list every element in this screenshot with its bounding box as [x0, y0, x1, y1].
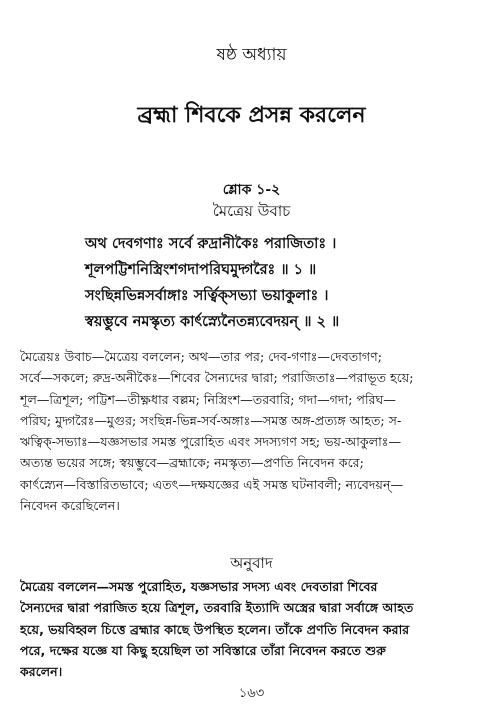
verse-line: অথ দেবগণাঃ সর্বে রুদ্রানীকৈঃ পরাজিতাঃ । [85, 236, 337, 252]
synonyms-line: শূল—ত্রিশূল; পট্টিশ—তীক্ষ্ণধার বল্লম; নিস্ত্রিংশ—তরবারি; গদা—গদা; পরিঘ— [20, 391, 396, 407]
translation-line: পরে, দক্ষের যজ্ঞে যা কিছু হয়েছিল তা সবিস্তারে তাঁরা নিবেদন করতে শুরু [20, 642, 386, 658]
verse-line: শূলপট্টিশনিস্ত্রিংশগদাপরিঘমুদ্গরৈঃ ॥ ১ ॥ [85, 262, 317, 278]
synonyms-line: অত্যন্ত ভয়ের সঙ্গে; স্বয়ম্ভুবে—ব্রহ্মাকে; নমস্কৃত্য—প্রণতি নিবেদন করে; [20, 455, 364, 471]
translation-block [20, 576, 486, 682]
synonyms-line: ঋত্বিক্‌-সভ্যাঃ—যজ্ঞসভার সমস্ত পুরোহিত এবং সদস্যগণ সহ; ভয়-আকুলাঃ— [20, 434, 402, 450]
translation-line: হয়ে, ভয়বিহ্বল চিত্তে ব্রহ্মার কাছে উপস্থিত হলেন। তাঁকে প্রণতি নিবেদন করার [20, 621, 410, 637]
translation-line: করলেন। [20, 664, 63, 680]
synonyms-line: পরিঘ; মুদ্গরৈঃ—মুগুর; সংছিন্ন-ভিন্ন-সর্ব-অঙ্গাঃ—সমস্ত অঙ্গ-প্রত্যঙ্গ আহত; স- [20, 412, 402, 428]
chapter-title: ব্রহ্মা শিবকে প্রসন্ন করলেন [137, 103, 366, 128]
translation-heading: অনুবাদ [230, 554, 273, 572]
synonyms-line: কার্ৎস্ন্যেন—বিস্তারিতভাবে; এতৎ—দক্ষযজ্ঞের এই সমস্ত ঘটনাবলী; ন্যবেদয়ন্— [20, 476, 404, 492]
synonyms-block [20, 346, 486, 516]
synonyms-line: নিবেদন করেছিলেন। [20, 498, 120, 514]
verse-line: স্বয়ম্ভুবে নমস্কৃত্য কার্ৎস্ন্যেনৈতন্ন্যবেদয়ন্ ॥ ২ ॥ [85, 314, 340, 330]
translation-line: মৈত্রেয় বললেন—সমস্ত পুরোহিত, যজ্ঞসভার সদস্য এবং দেবতারা শিবের [20, 579, 378, 594]
translation-line: সৈন্যদের দ্বারা পরাজিত হয়ে ত্রিশূল, তরবারি ইত্যাদি অস্ত্রের দ্বারা সর্বাঙ্গে আহত [20, 600, 414, 616]
verse-line: সংছিন্নভিন্নসর্বাঙ্গাঃ সর্ত্বিক্‌সভ্যা ভয়াকুলাঃ । [85, 288, 329, 304]
synonyms-line: সর্বে—সকলে; রুদ্র-অনীকৈঃ—শিবের সৈন্যদের দ্বারা; পরাজিতাঃ—পরাভূত হয়ে; [20, 370, 414, 386]
page-number: ১৬৩ [238, 686, 265, 701]
chapter-heading: ষষ্ঠ অধ্যায় [216, 45, 287, 65]
verse-speaker: মৈত্রেয় উবাচ [212, 202, 291, 220]
synonyms-line: মৈত্রেয়ঃ উবাচ—মৈত্রেয় বললেন; অথ—তার পর; দেব-গণাঃ—দেবতাগণ; [20, 349, 382, 364]
sloka-number: শ্লোক ১-২ [222, 182, 281, 198]
